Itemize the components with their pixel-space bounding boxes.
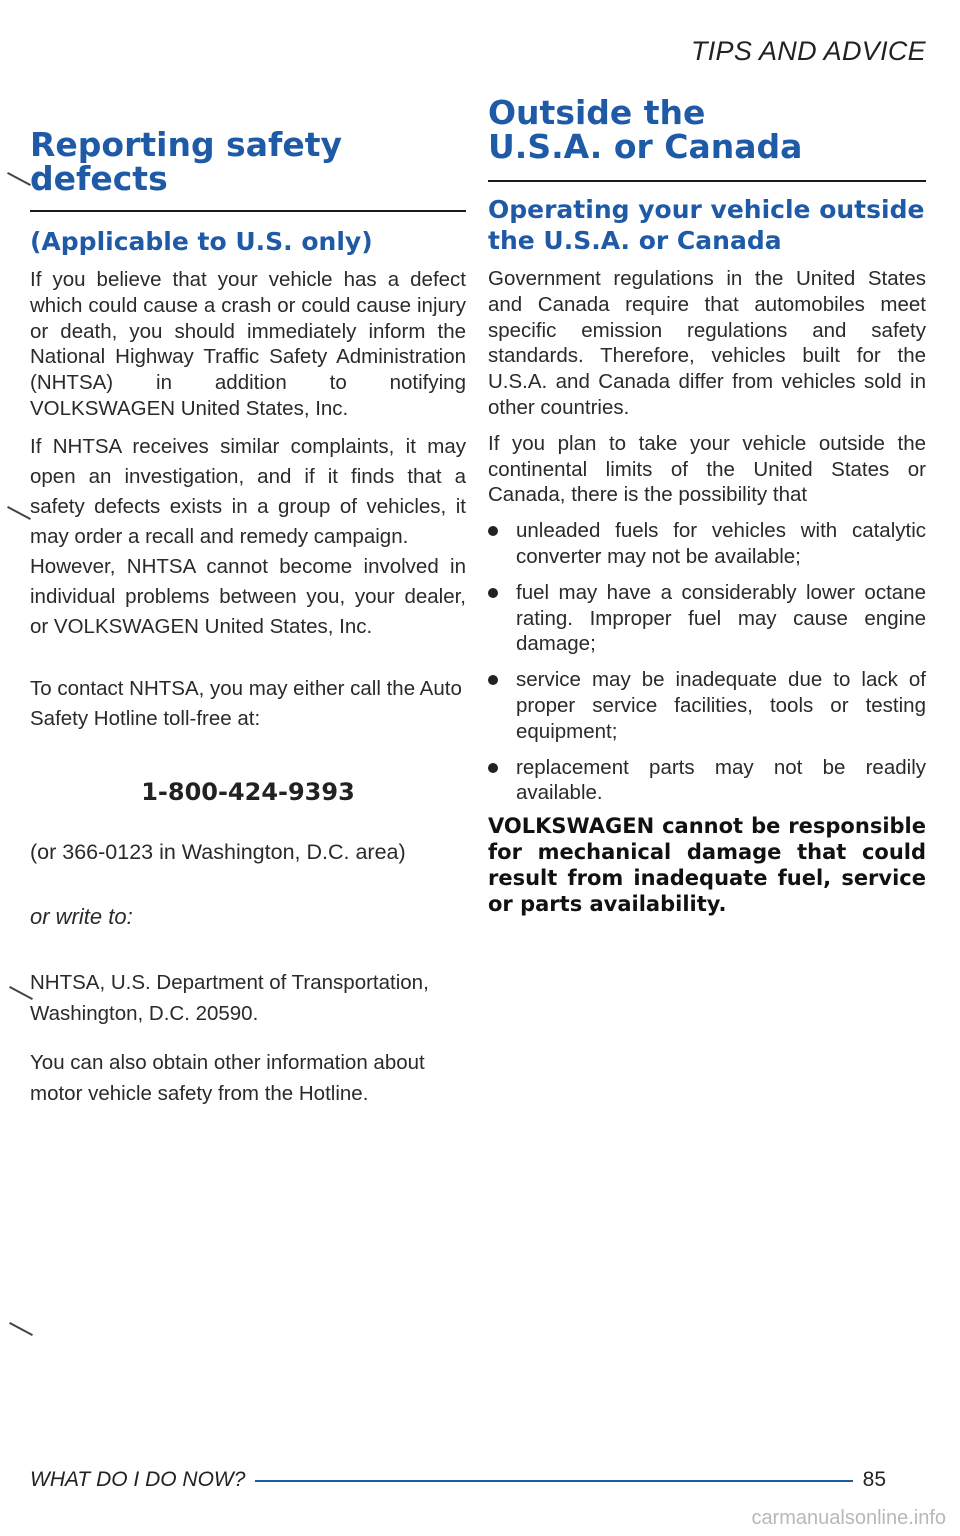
paragraph-hotline-info: You can also obtain other information about motor vehicle safety from the Hotline. <box>30 1051 425 1106</box>
paragraph-believe-defect: If you believe that your vehicle has a defect which could cause a crash or could cause injury or death, you should immediately inform the National Highway Traffic Safety Administration (NHTSA) in addition to notifying VOLKSWAGEN United States, Inc. <box>30 268 466 420</box>
list-item <box>488 580 926 657</box>
list-item-text: service may be inadequate due to lack of proper service facilities, tools or testing equipment; <box>516 668 926 743</box>
list-item <box>488 755 926 807</box>
list-item-text: fuel may have a considerably lower octane rating. Improper fuel may cause engine damage; <box>516 580 926 656</box>
paragraph-nhtsa-cannot-involve: However, NHTSA cannot become involved in individual problems between you, your dealer, or VOLKSWAGEN United States, Inc. <box>30 554 466 638</box>
paragraph-nhtsa-complaints: If NHTSA receives similar complaints, it may open an investigation, and if it finds that a safety defects exists in a group of vehicles, it may order a recall and remedy campaign. <box>30 434 466 548</box>
list-item-text: unleaded fuels for vehicles with catalytic converter may not be available; <box>516 519 926 568</box>
list-item-text: replacement parts may not be readily available. <box>516 755 926 805</box>
hotline-phone-number: 1-800-424-9393 <box>141 777 355 806</box>
margin-tick-mark <box>1 1322 33 1352</box>
footer-chapter-label: WHAT DO I DO NOW? <box>30 1468 246 1491</box>
subtitle-operating-outside: Operating your vehicle outside the U.S.A. or Canada <box>488 195 925 255</box>
bullet-icon <box>488 526 498 536</box>
footer-divider <box>255 1480 852 1482</box>
bullet-icon <box>488 588 498 598</box>
paragraph-contact-nhtsa: To contact NHTSA, you may either call the Auto Safety Hotline toll-free at: <box>30 676 462 730</box>
left-column <box>30 0 466 1109</box>
site-watermark: carmanualsonline.info <box>751 1507 946 1529</box>
page-number: 85 <box>862 1468 886 1491</box>
list-item <box>488 518 926 570</box>
title-divider <box>488 180 926 182</box>
mailing-address: NHTSA, U.S. Department of Transportation, Washington, D.C. 20590. <box>30 971 429 1026</box>
hotline-washington-number: (or 366-0123 in Washington, D.C. area) <box>30 839 406 864</box>
margin-tick-mark <box>1 986 33 1016</box>
list-item <box>488 667 926 744</box>
section-title-outside-usa: Outside the U.S.A. or Canada <box>488 93 803 166</box>
section-title-reporting-defects: Reporting safety defects <box>30 125 342 198</box>
margin-tick-mark <box>0 172 31 202</box>
margin-tick-mark <box>0 506 31 536</box>
possibility-list <box>488 518 926 806</box>
write-to-label: or write to: <box>30 903 133 929</box>
page-footer <box>30 1468 886 1492</box>
subtitle-applicable-us: (Applicable to U.S. only) <box>30 227 373 256</box>
paragraph-government-regulations: Government regulations in the United States and Canada require that automobiles meet specific emission regulations and safety standards. Therefore, vehicles built for the U.S.A. and Canada differ from vehicles sold in other countries. <box>488 267 926 419</box>
bullet-icon <box>488 763 498 773</box>
running-header: TIPS AND ADVICE <box>690 36 926 66</box>
title-divider <box>30 210 466 212</box>
warning-notice: VOLKSWAGEN cannot be responsible for mechanical damage that could result from inadequate fuel, service or parts availability. <box>488 814 926 916</box>
right-column <box>488 0 926 917</box>
bullet-icon <box>488 675 498 685</box>
paragraph-plan-outside: If you plan to take your vehicle outside the continental limits of the United States or Canada, there is the possibility that <box>488 431 926 507</box>
